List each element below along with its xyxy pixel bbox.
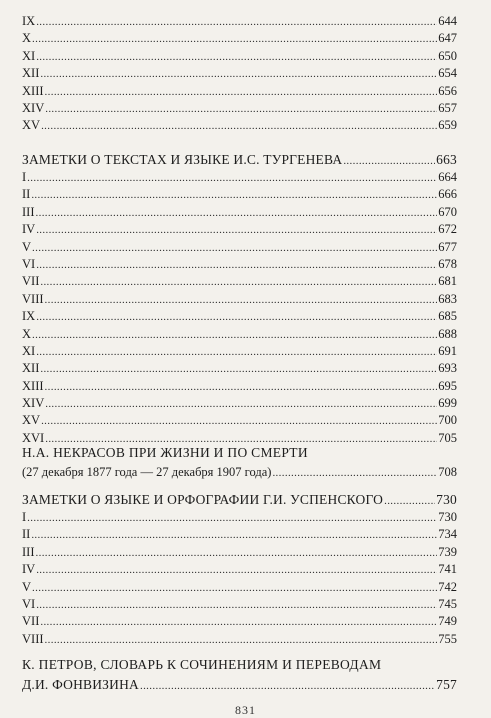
toc-entry (22, 544, 457, 561)
leader-dots (45, 378, 438, 396)
entry-label: XII (22, 361, 40, 376)
toc-entry (22, 273, 457, 290)
leader-dots (40, 613, 437, 631)
toc-section-turgenev (22, 150, 457, 447)
leader-dots (45, 83, 438, 101)
page-number: 739 (438, 544, 457, 559)
toc-entry (22, 360, 457, 377)
page-number: 741 (438, 562, 457, 577)
entry-label: XVI (22, 430, 45, 445)
page-number: 666 (438, 187, 457, 202)
page-number: 685 (438, 309, 457, 324)
toc-section-nekrasov (22, 443, 457, 481)
leader-dots (32, 30, 437, 48)
toc-entry (22, 579, 457, 596)
toc-entry (22, 100, 457, 117)
page-number: 650 (438, 48, 457, 63)
entry-label: V (22, 239, 32, 254)
toc-entry (22, 631, 457, 648)
page-number: 734 (438, 527, 457, 542)
entry-label: X (22, 31, 32, 46)
page-number: 757 (436, 677, 457, 692)
entry-label: VII (22, 614, 40, 629)
leader-dots (41, 412, 437, 430)
page-number: 730 (438, 510, 457, 524)
leader-dots (36, 13, 437, 31)
leader-dots (36, 256, 437, 274)
page-number: 644 (438, 14, 457, 28)
toc-entry (22, 83, 457, 100)
leader-dots (40, 360, 437, 378)
leader-dots (27, 509, 437, 527)
toc-entry (22, 412, 457, 429)
entry-label: IX (22, 14, 36, 28)
toc-entry (22, 509, 457, 526)
entry-label: IV (22, 222, 36, 237)
toc-entry (22, 343, 457, 360)
toc-entry (22, 65, 457, 82)
leader-dots (36, 544, 438, 562)
page-number: 681 (438, 274, 457, 289)
leader-dots (45, 100, 437, 118)
leader-dots (36, 596, 437, 614)
leader-dots (41, 117, 437, 135)
leader-dots (45, 291, 438, 309)
entry-label: X (22, 326, 32, 341)
toc-entry (22, 186, 457, 203)
leader-dots (32, 326, 437, 344)
entry-label: VIII (22, 631, 44, 646)
toc-list (22, 13, 457, 135)
entry-label: XIV (22, 396, 45, 411)
page-number: 749 (438, 614, 457, 629)
toc-entry (22, 561, 457, 578)
leader-dots (36, 308, 437, 326)
entry-label: VI (22, 256, 36, 271)
toc-entry (22, 463, 457, 481)
toc-entry (22, 239, 457, 256)
entry-label: XIII (22, 378, 44, 393)
entry-label: V (22, 579, 32, 594)
leader-dots (140, 675, 435, 696)
page-number: 705 (438, 430, 457, 445)
entry-label: XI (22, 343, 36, 358)
toc-section-a (22, 13, 457, 135)
entry-label: XIV (22, 100, 45, 115)
page-number: 672 (438, 222, 457, 237)
leader-dots (36, 204, 438, 222)
entry-label: XI (22, 48, 36, 63)
entry-label: I (22, 170, 27, 184)
section-title: К. ПЕТРОВ, СЛОВАРЬ К СОЧИНЕНИЯМ И ПЕРЕВОДАМ (22, 657, 382, 672)
entry-label: XV (22, 118, 41, 133)
page-number: 699 (438, 396, 457, 411)
section-title: Н.А. НЕКРАСОВ ПРИ ЖИЗНИ И ПО СМЕРТИ (22, 445, 308, 460)
entry-label: XV (22, 413, 41, 428)
toc-list (22, 509, 457, 648)
page-number: 677 (438, 239, 457, 254)
toc-entry (22, 613, 457, 630)
section-subtitle: (27 декабря 1877 года — 27 декабря 1907 года) (22, 465, 272, 479)
leader-dots (272, 463, 437, 482)
toc-section-heading (22, 490, 457, 509)
toc-entry (22, 204, 457, 221)
page-number: 708 (438, 465, 457, 479)
entry-label: XII (22, 66, 40, 81)
page-number: 730 (436, 492, 457, 507)
page-number: 691 (438, 343, 457, 358)
page-number: 700 (438, 413, 457, 428)
toc-entry (22, 378, 457, 395)
entry-label: I (22, 510, 27, 524)
page-number: 654 (438, 66, 457, 81)
toc-entry (22, 308, 457, 325)
toc-entry (22, 596, 457, 613)
page-number: 657 (438, 100, 457, 115)
page-number: 656 (438, 83, 457, 98)
section-title-cont: Д.И. ФОНВИЗИНА (22, 677, 139, 692)
page-number: 745 (438, 596, 457, 611)
page-number: 647 (438, 31, 457, 46)
page-number: 670 (438, 204, 457, 219)
leader-dots (36, 221, 437, 239)
entry-label: XIII (22, 83, 44, 98)
leader-dots (31, 526, 437, 544)
toc-entry (22, 395, 457, 412)
page-number: 659 (438, 118, 457, 133)
page-number: 755 (438, 631, 457, 646)
entry-label: VIII (22, 291, 44, 306)
entry-label: III (22, 544, 35, 559)
entry-label: IV (22, 562, 36, 577)
toc-entry (22, 13, 457, 30)
toc-entry (22, 117, 457, 134)
toc-entry (22, 291, 457, 308)
page-number: 664 (438, 170, 457, 184)
page-number: 742 (438, 579, 457, 594)
leader-dots (31, 186, 437, 204)
leader-dots (45, 395, 437, 413)
page-number: 663 (436, 152, 457, 167)
section-title: ЗАМЕТКИ О ЯЗЫКЕ И ОРФОГРАФИИ Г.И. УСПЕНСКОГО (22, 492, 384, 507)
page-number: 695 (438, 378, 457, 393)
leader-dots (36, 561, 437, 579)
toc-entry (22, 326, 457, 343)
leader-dots (36, 343, 437, 361)
toc-section-uspensky (22, 490, 457, 648)
toc-entry (22, 526, 457, 543)
leader-dots (27, 169, 437, 187)
toc-section-fonvizin (22, 655, 457, 694)
leader-dots (40, 273, 437, 291)
toc-entry (22, 30, 457, 47)
toc-list (22, 169, 457, 447)
toc-section-heading (22, 150, 457, 169)
leader-dots (384, 490, 435, 511)
section-title: ЗАМЕТКИ О ТЕКСТАХ И ЯЗЫКЕ И.С. ТУРГЕНЕВА (22, 152, 343, 167)
toc-entry (22, 48, 457, 65)
leader-dots (32, 579, 437, 597)
leader-dots (40, 65, 437, 83)
entry-label: VI (22, 596, 36, 611)
entry-label: VII (22, 274, 40, 289)
leader-dots (45, 631, 438, 649)
leader-dots (36, 48, 437, 66)
page-number: 688 (438, 326, 457, 341)
page-number: 678 (438, 256, 457, 271)
toc-entry (22, 256, 457, 273)
entry-label: III (22, 204, 35, 219)
leader-dots (32, 239, 437, 257)
entry-label: II (22, 527, 31, 542)
page-number: 693 (438, 361, 457, 376)
entry-label: II (22, 187, 31, 202)
entry-label: IX (22, 309, 36, 324)
toc-entry (22, 221, 457, 238)
toc-entry (22, 675, 457, 694)
toc-entry (22, 169, 457, 186)
page-footer-number: 831 (235, 703, 256, 717)
leader-dots (343, 150, 435, 171)
page-number: 683 (438, 291, 457, 306)
